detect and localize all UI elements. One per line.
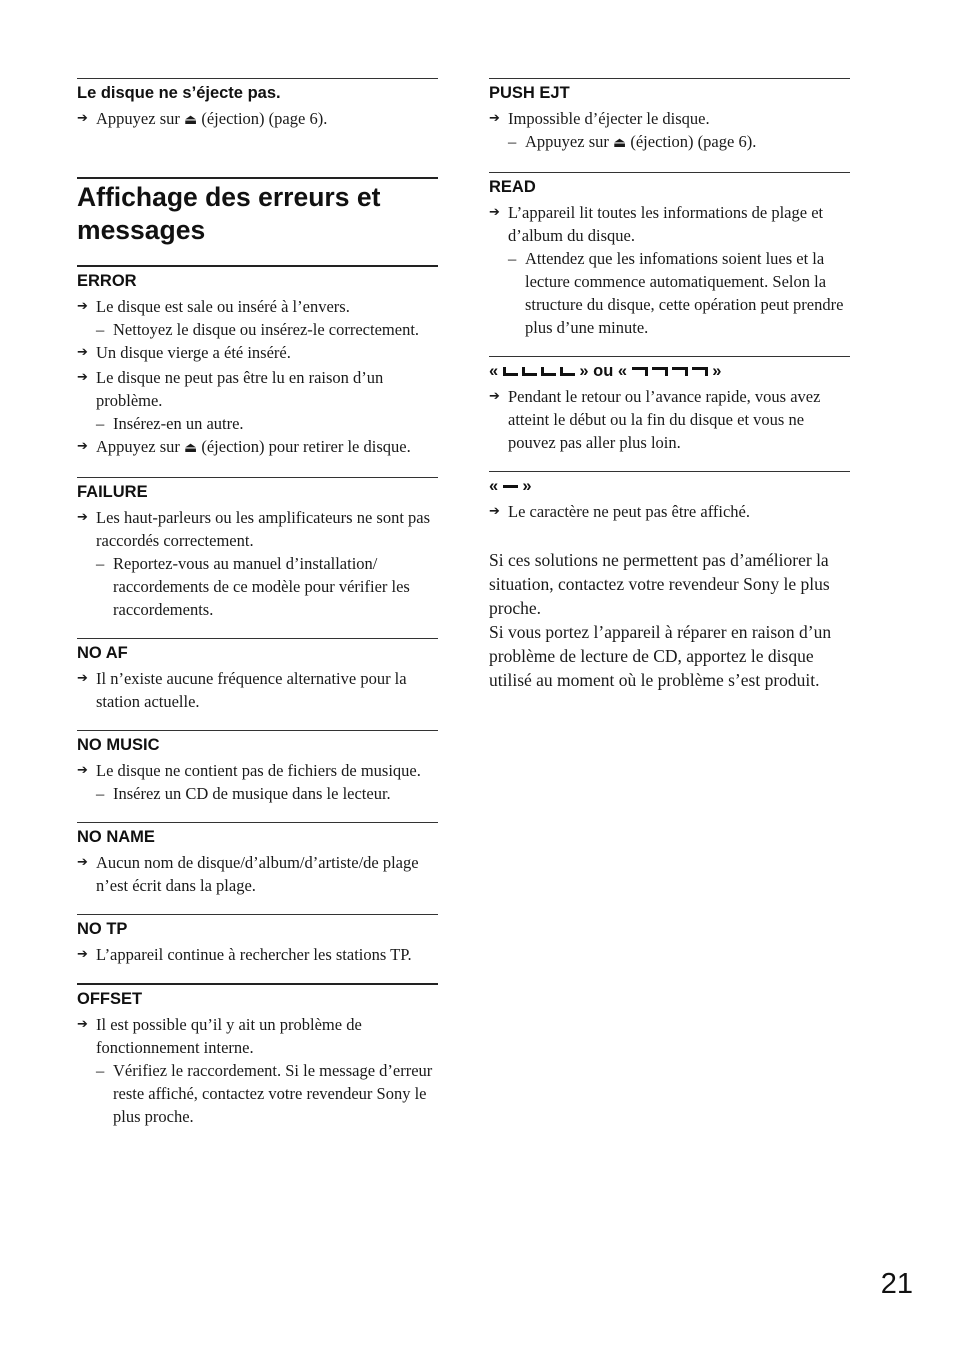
segment-low-icon: [560, 367, 575, 376]
arrow-icon: ➔: [77, 510, 88, 525]
remedy-item: [77, 412, 438, 435]
cause-item: [489, 107, 850, 130]
left-column: [77, 78, 438, 1128]
cause-text: Les haut-parleurs ou les amplificateurs ne sont pas raccordés correctement.: [96, 508, 431, 550]
segment-high-icon: [652, 367, 668, 376]
cause-text: Le caractère ne peut pas être affiché.: [508, 502, 750, 521]
cause-item: [489, 201, 850, 247]
cause-item: [77, 435, 438, 460]
arrow-icon: ➔: [77, 111, 88, 126]
close-quote: »: [579, 362, 589, 380]
cause-text: Aucun nom de disque/d’album/d’artiste/de plage n’est écrit dans la plage.: [96, 853, 419, 895]
open-quote: «: [489, 362, 499, 380]
cause-text-before: Appuyez sur: [96, 109, 184, 128]
dash-bullet: –: [96, 414, 105, 433]
cause-text: Il est possible qu’il y ait un problème de fonctionnement interne.: [96, 1015, 362, 1057]
eject-section: [77, 78, 438, 132]
cause-text: Le disque ne peut pas être lu en raison d’un problème.: [96, 368, 384, 410]
cause-item: [77, 295, 438, 318]
cause-item: [77, 759, 438, 782]
arrow-icon: ➔: [77, 299, 88, 314]
remedy-item: [489, 130, 850, 155]
remedy-item: [77, 782, 438, 805]
segment-low-icon: [522, 367, 537, 376]
dash-bullet: –: [96, 320, 105, 339]
arrow-icon: ➔: [489, 504, 500, 519]
remedy-item: [489, 247, 850, 339]
page-title: Affichage des erreurs et messages: [77, 182, 381, 245]
arrow-icon: ➔: [489, 389, 500, 404]
push-ejt-section: [489, 78, 850, 155]
cause-item: [489, 500, 850, 523]
cause-text: Le disque est sale ou inséré à l’envers.: [96, 297, 350, 316]
arrow-icon: ➔: [77, 345, 88, 360]
arrow-icon: ➔: [77, 1017, 88, 1032]
error-section: [77, 265, 438, 460]
remedy-text: Reportez-vous au manuel d’installation/ raccordements de ce modèle pour vérifier les raccordements.: [113, 554, 410, 619]
no-af-section: [77, 638, 438, 713]
cause-text: L’appareil continue à rechercher les stations TP.: [96, 945, 412, 964]
seek-display-section: [489, 356, 850, 454]
cause-item: [489, 385, 850, 454]
closing-paragraph: Si vous portez l’appareil à réparer en raison d’un problème de lecture de CD, apportez le disque utilisé au moment où le problème s’est produit.: [489, 622, 832, 690]
arrow-icon: ➔: [77, 439, 88, 454]
remedy-text-after: (éjection) (page 6).: [626, 132, 757, 151]
eject-icon: ⏏: [612, 135, 627, 151]
error-title: ERROR: [77, 272, 137, 290]
open-quote: «: [617, 362, 628, 380]
display-glyphs-high: [632, 367, 708, 376]
cause-text: Il n’existe aucune fréquence alternative pour la station actuelle.: [96, 669, 407, 711]
remedy-text: Vérifiez le raccordement. Si le message d’erreur reste affiché, contactez votre revendeur Sony le plus proche.: [113, 1061, 433, 1126]
segment-high-icon: [632, 367, 648, 376]
close-quote: »: [712, 362, 722, 380]
arrow-icon: ➔: [77, 370, 88, 385]
cause-item: [77, 366, 438, 412]
offset-section: [77, 983, 438, 1128]
cause-item: [77, 851, 438, 897]
cause-text: Pendant le retour ou l’avance rapide, vous avez atteint le début ou la fin du disque et vous ne pouvez pas aller plus loin.: [508, 387, 821, 452]
closing-text: [489, 548, 850, 692]
right-column: [489, 78, 850, 692]
close-quote: »: [522, 477, 532, 495]
eject-section-title: Le disque ne s’éjecte pas.: [77, 84, 281, 102]
remedy-item: [77, 1059, 438, 1128]
cause-text: Le disque ne contient pas de fichiers de musique.: [96, 761, 421, 780]
dash-display-title: [489, 475, 850, 498]
cause-item: [77, 107, 438, 132]
cause-item: [77, 667, 438, 713]
no-af-title: NO AF: [77, 644, 128, 662]
display-glyphs-low: [503, 367, 575, 376]
remedy-text: Attendez que les infomations soient lues et la lecture commence automatiquement. Selon la structure du disque, cette opération peut prendre plus d’une minute.: [525, 249, 844, 337]
eject-icon: ⏏: [183, 440, 198, 456]
cause-text: Impossible d’éjecter le disque.: [508, 109, 710, 128]
failure-section: [77, 477, 438, 621]
cause-item: [77, 506, 438, 552]
no-tp-section: [77, 914, 438, 966]
cause-text: Un disque vierge a été inséré.: [96, 343, 291, 362]
arrow-icon: ➔: [77, 671, 88, 686]
failure-title: FAILURE: [77, 483, 148, 501]
no-tp-title: NO TP: [77, 920, 128, 938]
segment-high-icon: [672, 367, 688, 376]
remedy-text-before: Appuyez sur: [525, 132, 613, 151]
or-text: ou: [593, 362, 614, 380]
push-ejt-title: PUSH EJT: [489, 84, 570, 102]
segment-low-icon: [503, 367, 518, 376]
offset-title: OFFSET: [77, 990, 143, 1008]
open-quote: «: [489, 477, 499, 495]
read-title: READ: [489, 178, 536, 196]
dash-bullet: –: [96, 1061, 105, 1080]
cause-text: L’appareil lit toutes les informations de plage et d’album du disque.: [508, 203, 824, 245]
segment-high-icon: [692, 367, 708, 376]
cause-item: [77, 341, 438, 364]
arrow-icon: ➔: [77, 855, 88, 870]
segment-low-icon: [541, 367, 556, 376]
remedy-text: Nettoyez le disque ou insérez-le correctement.: [113, 320, 420, 339]
read-section: [489, 172, 850, 339]
remedy-text: Insérez-en un autre.: [113, 414, 244, 433]
arrow-icon: ➔: [489, 205, 500, 220]
no-music-title: NO MUSIC: [77, 736, 160, 754]
no-name-title: NO NAME: [77, 828, 155, 846]
cause-text-before: Appuyez sur: [96, 437, 184, 456]
main-heading: [77, 177, 438, 247]
page-number: 21: [880, 1268, 913, 1300]
no-name-section: [77, 822, 438, 897]
dash-display-section: [489, 471, 850, 523]
dash-bullet: –: [508, 249, 517, 268]
no-music-section: [77, 730, 438, 805]
eject-icon: ⏏: [183, 112, 198, 128]
segment-dash-icon: [503, 485, 518, 488]
cause-item: [77, 943, 438, 966]
dash-bullet: –: [508, 132, 517, 151]
dash-bullet: –: [96, 784, 105, 803]
remedy-text: Insérez un CD de musique dans le lecteur.: [113, 784, 391, 803]
arrow-icon: ➔: [77, 947, 88, 962]
remedy-item: [77, 318, 438, 341]
seek-display-title: [489, 360, 850, 383]
arrow-icon: ➔: [77, 763, 88, 778]
cause-text-after: (éjection) (page 6).: [197, 109, 328, 128]
closing-paragraph: Si ces solutions ne permettent pas d’améliorer la situation, contactez votre revendeur Sony le plus proche.: [489, 550, 830, 618]
arrow-icon: ➔: [489, 111, 500, 126]
cause-item: [77, 1013, 438, 1059]
cause-text-after: (éjection) pour retirer le disque.: [197, 437, 411, 456]
dash-bullet: –: [96, 554, 105, 573]
remedy-item: [77, 552, 438, 621]
